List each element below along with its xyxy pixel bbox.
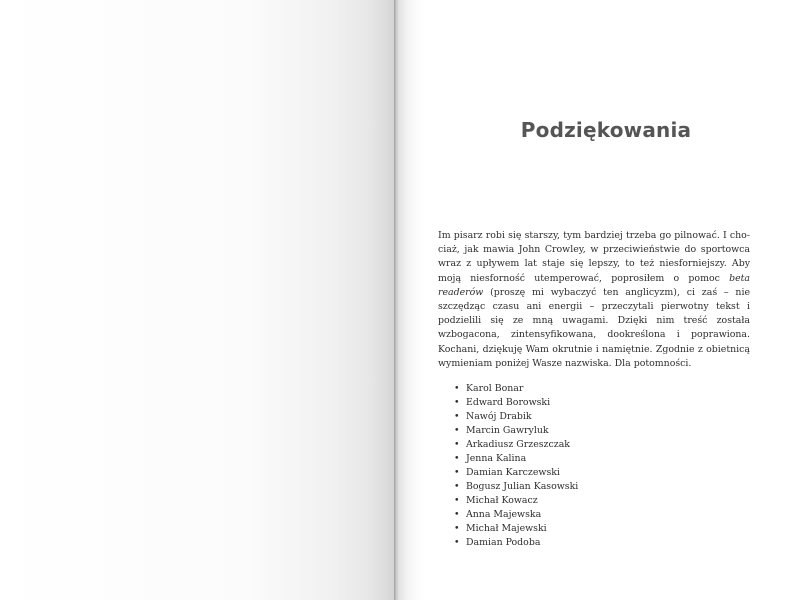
name-text: Nawój Drabik [466, 411, 532, 422]
name-text: Anna Majewska [466, 509, 542, 520]
name-text: Arkadiusz Grzeszczak [466, 439, 570, 450]
bullet-icon: • [454, 383, 460, 394]
bullet-icon: • [454, 509, 460, 520]
bullet-icon: • [454, 481, 460, 492]
name-text: Marcin Gawryluk [466, 425, 549, 436]
bullet-icon: • [454, 397, 460, 408]
paragraph-text-end: (proszę mi wybaczyć ten anglicyzm), ci zaś – nie szczędząc czasu ani energii – przeczytali pierwotny tekst i podzielili się ze mną uwagami. Dzięki nim treść została wzbogacona, zintensyfikowana, dookreślona i poprawiona. Kochani, dziękuję Wam okrutnie i namiętnie. Zgodnie z obietnicą wymieniam poniżej Wasze nazwiska. Dla potomności. [438, 286, 750, 369]
book-gutter [394, 0, 424, 600]
name-text: Damian Podoba [466, 537, 541, 548]
list-item [454, 396, 578, 410]
list-item [454, 536, 578, 550]
list-item [454, 424, 578, 438]
bullet-icon: • [454, 467, 460, 478]
names-list [438, 382, 578, 550]
page-title: Podziękowania [520, 118, 692, 142]
bullet-icon: • [454, 495, 460, 506]
list-item [454, 410, 578, 424]
name-text: Edward Borowski [466, 397, 551, 408]
paragraph-italic-term: beta readerów [438, 272, 750, 298]
bullet-icon: • [454, 453, 460, 464]
list-item [454, 480, 579, 494]
list-item [454, 438, 578, 452]
name-text: Michał Majewski [466, 523, 547, 534]
bullet-icon: • [454, 425, 460, 436]
name-text: Michał Kowacz [466, 495, 538, 506]
list-item [454, 508, 578, 522]
list-item [454, 382, 578, 396]
list-item [454, 522, 578, 536]
list-item [454, 466, 578, 480]
name-text: Karol Bonar [466, 383, 524, 394]
name-text: Jenna Kalina [466, 453, 527, 464]
bullet-icon: • [454, 523, 460, 534]
right-page [424, 0, 788, 600]
list-item [454, 494, 578, 508]
acknowledgements-paragraph [438, 229, 750, 371]
bullet-icon: • [454, 439, 460, 450]
paragraph-text-start: Im pisarz robi się starszy, tym bardziej trzeba go pilnować. I chociaż, jak mawia John Crowley, w przeciwieństwie do sportowca wraz z upływem lat staje się lepszy, to też niesforniejszy. Aby moją niesforność utemperować, poprosiłem o pomoc [438, 230, 750, 284]
name-text: Damian Karczewski [466, 467, 560, 478]
bullet-icon: • [454, 537, 460, 548]
name-text: Bogusz Julian Kasowski [466, 481, 579, 492]
bullet-icon: • [454, 411, 460, 422]
list-item [454, 452, 578, 466]
